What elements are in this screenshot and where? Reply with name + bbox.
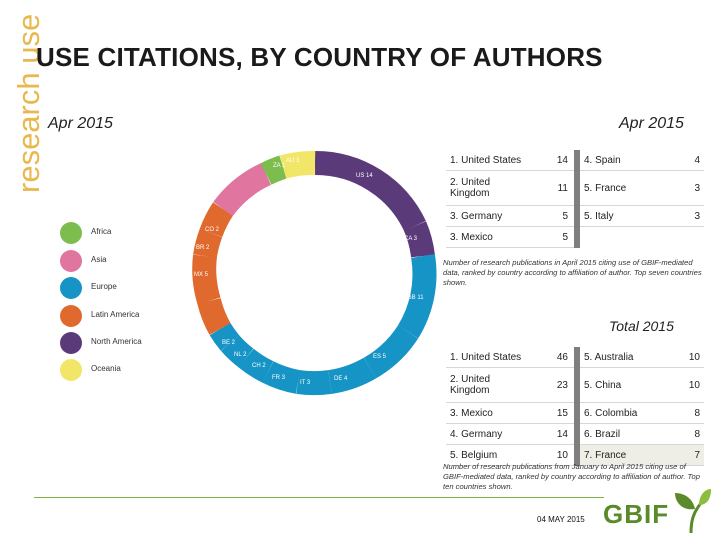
donut-label: NL 2: [234, 352, 247, 358]
count-cell: 3: [678, 206, 704, 227]
country-cell: 6. Brazil: [580, 424, 678, 445]
count-cell: 46: [534, 347, 574, 368]
donut-label: BE 2: [222, 340, 236, 346]
donut-segment-gb: [408, 256, 424, 332]
april-ranking-table: [446, 150, 704, 248]
donut-label: CH 2: [252, 363, 266, 369]
donut-label: FR 3: [272, 375, 286, 381]
footer-divider: [34, 497, 604, 498]
country-cell: 5. Australia: [580, 347, 678, 368]
table-row: [446, 424, 704, 445]
table-row: [446, 403, 704, 424]
side-label: research use: [11, 13, 46, 193]
total-label: Total 2015: [609, 318, 674, 334]
count-cell: 10: [678, 347, 704, 368]
total-note: Number of research publications from January to April 2015 citing use of GBIF-mediated data, ranked by country according to affiliation of author. Top ten countries shown.: [443, 462, 700, 491]
country-cell: 4. Germany: [446, 424, 534, 445]
footer-date: 04 MAY 2015: [537, 515, 585, 524]
table-row: [446, 206, 704, 227]
donut-label: ES 5: [373, 354, 387, 360]
count-cell: 23: [534, 368, 574, 403]
country-cell: 5. Belgium: [446, 445, 534, 466]
donut-label: AU 3: [286, 158, 300, 164]
count-cell: 14: [534, 424, 574, 445]
count-cell: 5: [534, 206, 574, 227]
donut-label: CO 2: [205, 227, 220, 233]
count-cell: 15: [534, 403, 574, 424]
count-cell: 8: [678, 403, 704, 424]
donut-segment-es: [370, 332, 408, 368]
donut-label: BR 2: [196, 245, 210, 251]
count-cell: 5: [534, 227, 574, 248]
donut-label: CA 3: [404, 236, 418, 242]
table-row: [446, 227, 704, 248]
donut-label: US 14: [356, 173, 373, 179]
april-note: Number of research publications in April 2015 citing use of GBIF-mediated data, ranked by country according to affiliation of author. Top seven countries shown.: [443, 258, 702, 287]
count-cell: 8: [678, 424, 704, 445]
count-cell: 14: [534, 150, 574, 171]
country-cell: [580, 227, 678, 248]
legend-swatch: [60, 305, 82, 327]
page-title: USE CITATIONS, BY COUNTRY OF AUTHORS: [36, 42, 603, 72]
count-cell: [678, 227, 704, 248]
count-cell: 7: [678, 445, 704, 466]
donut-segment-latam-small: [209, 301, 220, 329]
country-cell: 4. Spain: [580, 150, 678, 171]
country-cell: 2. United Kingdom: [446, 368, 534, 403]
period-left: Apr 2015: [48, 115, 113, 132]
count-cell: 11: [534, 171, 574, 206]
country-cell: 3. Mexico: [446, 227, 534, 248]
logo-wordmark: GBIF: [603, 499, 670, 529]
donut-label: IT 3: [300, 380, 311, 386]
country-cell: 7. France: [580, 445, 678, 466]
legend-label: Oceania: [91, 364, 121, 373]
table-row: [446, 347, 704, 368]
donut-label: DE 4: [334, 376, 348, 382]
legend-swatch: [60, 277, 82, 299]
count-cell: 4: [678, 150, 704, 171]
legend-swatch: [60, 222, 82, 244]
legend-label: Latin America: [91, 310, 140, 319]
legend-swatch: [60, 250, 82, 272]
country-cell: 5. Italy: [580, 206, 678, 227]
table-row: [446, 171, 704, 206]
country-cell: 6. Colombia: [580, 403, 678, 424]
legend-label: Europe: [91, 282, 117, 291]
legend-label: North America: [91, 337, 142, 346]
country-cell: 5. China: [580, 368, 678, 403]
count-cell: 3: [678, 171, 704, 206]
donut-segment-asia: [223, 174, 266, 209]
donut-label: ZA 1: [273, 163, 286, 169]
gbif-logo: [603, 485, 713, 535]
country-cell: 1. United States: [446, 347, 534, 368]
country-cell: 2. United Kingdom: [446, 171, 534, 206]
country-cell: 3. Germany: [446, 206, 534, 227]
table-row: [446, 368, 704, 403]
count-cell: 10: [678, 368, 704, 403]
period-right: Apr 2015: [619, 115, 684, 132]
country-cell: 3. Mexico: [446, 403, 534, 424]
legend-label: Asia: [91, 255, 107, 264]
table-row: [446, 150, 704, 171]
leaf-icon: [669, 487, 713, 535]
legend-swatch: [60, 359, 82, 381]
total-ranking-table: [446, 347, 704, 466]
donut-segment-mx: [204, 256, 209, 301]
country-cell: 1. United States: [446, 150, 534, 171]
country-donut-chart: [190, 148, 440, 398]
donut-label: GB 11: [407, 295, 424, 301]
legend-swatch: [60, 332, 82, 354]
count-cell: 10: [534, 445, 574, 466]
donut-label: MX 5: [194, 272, 209, 278]
legend-label: Africa: [91, 227, 112, 236]
country-cell: 5. France: [580, 171, 678, 206]
